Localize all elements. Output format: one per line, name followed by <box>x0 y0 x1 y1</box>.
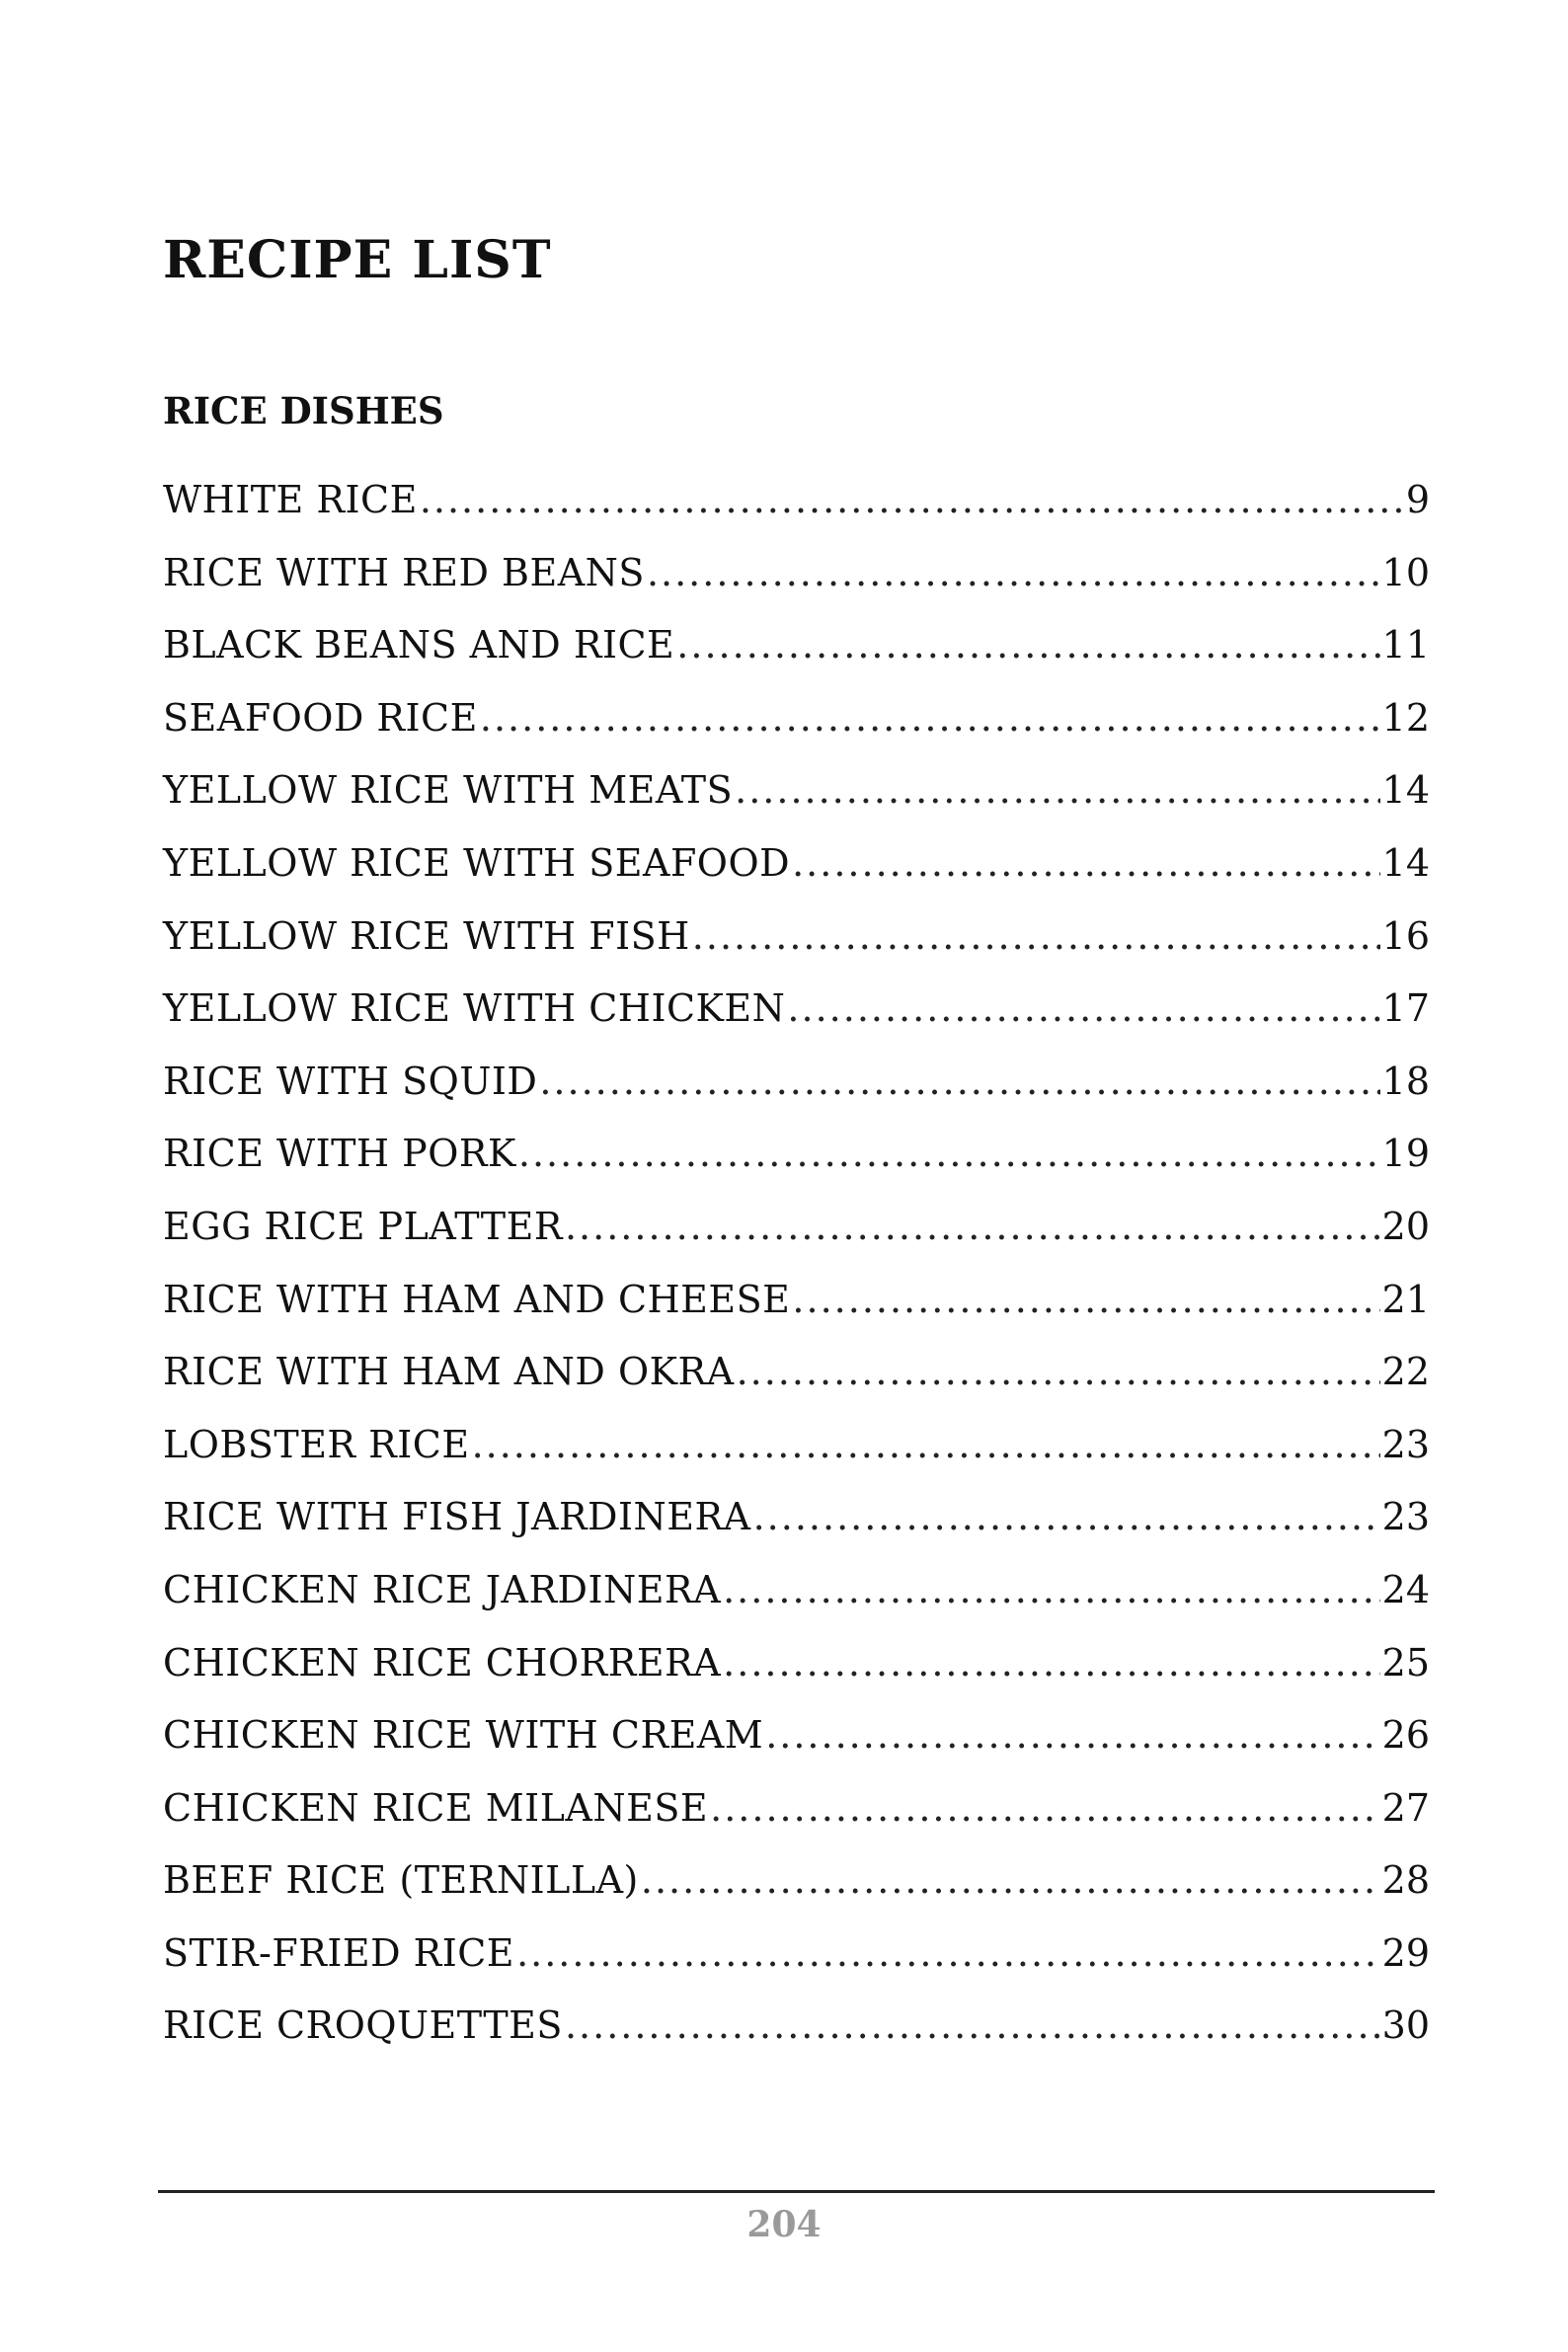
toc-entry[interactable] <box>163 1046 1430 1119</box>
toc-entry-page: 17 <box>1381 986 1430 1031</box>
toc-entry-title: YELLOW RICE WITH MEATS <box>163 768 734 813</box>
toc-entry[interactable] <box>163 754 1430 827</box>
toc-entry[interactable] <box>163 1264 1430 1337</box>
toc-entry[interactable] <box>163 827 1430 901</box>
dot-leader <box>647 537 1380 610</box>
toc-entry-title: EGG RICE PLATTER <box>163 1204 563 1248</box>
toc-entry-page: 23 <box>1381 1495 1430 1539</box>
toc-entry[interactable] <box>163 1844 1430 1918</box>
toc-entry[interactable] <box>163 1409 1430 1482</box>
toc-entry[interactable] <box>163 1772 1430 1845</box>
toc-entry-title: RICE WITH FISH JARDINERA <box>163 1495 751 1539</box>
dot-leader <box>735 754 1380 827</box>
toc-entry-page: 10 <box>1381 550 1430 594</box>
toc-entry-title: YELLOW RICE WITH FISH <box>163 913 690 958</box>
toc-entry[interactable] <box>163 1336 1430 1409</box>
dot-leader <box>676 609 1379 682</box>
toc-entry-page: 25 <box>1381 1640 1430 1685</box>
toc-entry-title: RICE WITH PORK <box>163 1132 516 1176</box>
toc-entry-page: 20 <box>1381 1204 1430 1248</box>
dot-leader <box>723 1627 1379 1700</box>
toc-entry-title: RICE WITH SQUID <box>163 1058 538 1103</box>
dot-leader <box>480 682 1380 755</box>
dot-leader <box>753 1481 1380 1554</box>
dot-leader <box>641 1844 1380 1918</box>
dot-leader <box>792 1264 1379 1337</box>
toc-entry-page: 24 <box>1381 1567 1430 1611</box>
toc-entry-page: 18 <box>1381 1058 1430 1103</box>
toc-entry-page: 14 <box>1381 840 1430 885</box>
toc-entry-title: STIR-FRIED RICE <box>163 1930 515 1975</box>
toc-entry-page: 19 <box>1381 1132 1430 1176</box>
toc-entry-title: RICE WITH HAM AND OKRA <box>163 1350 735 1394</box>
toc-entry-page: 16 <box>1381 913 1430 958</box>
recipe-toc-list <box>163 464 1430 2063</box>
dot-leader <box>787 973 1379 1046</box>
toc-entry-page: 23 <box>1381 1422 1430 1466</box>
toc-entry-title: RICE WITH RED BEANS <box>163 550 645 594</box>
toc-entry-title: CHICKEN RICE MILANESE <box>163 1785 709 1830</box>
toc-entry[interactable] <box>163 1118 1430 1191</box>
dot-leader <box>692 901 1380 974</box>
dot-leader <box>710 1772 1380 1845</box>
dot-leader <box>420 464 1404 537</box>
toc-entry-title: WHITE RICE <box>163 478 418 521</box>
dot-leader <box>565 1191 1380 1264</box>
toc-entry-page: 21 <box>1381 1277 1430 1321</box>
toc-entry[interactable] <box>163 973 1430 1046</box>
toc-entry[interactable] <box>163 1481 1430 1554</box>
toc-entry-title: RICE WITH HAM AND CHEESE <box>163 1277 791 1321</box>
toc-entry[interactable] <box>163 682 1430 755</box>
toc-entry-page: 11 <box>1381 623 1430 667</box>
dot-leader <box>516 1918 1380 1991</box>
toc-entry[interactable] <box>163 537 1430 610</box>
toc-entry-page: 26 <box>1381 1713 1430 1758</box>
toc-entry[interactable] <box>163 1191 1430 1264</box>
dot-leader <box>472 1409 1380 1482</box>
page-number: 204 <box>746 2204 822 2245</box>
toc-entry-title: LOBSTER RICE <box>163 1422 470 1466</box>
toc-entry-title: YELLOW RICE WITH SEAFOOD <box>163 840 791 885</box>
footer-divider <box>158 2190 1435 2193</box>
dot-leader <box>792 827 1380 901</box>
toc-entry-title: BEEF RICE (TERNILLA) <box>163 1858 639 1903</box>
dot-leader <box>765 1699 1379 1772</box>
toc-entry-title: YELLOW RICE WITH CHICKEN <box>163 986 786 1031</box>
toc-entry-page: 9 <box>1405 478 1430 521</box>
dot-leader <box>565 1990 1380 2063</box>
dot-leader <box>518 1118 1380 1191</box>
toc-entry[interactable] <box>163 901 1430 974</box>
dot-leader <box>723 1554 1380 1627</box>
toc-entry-title: BLACK BEANS AND RICE <box>163 623 675 667</box>
toc-entry[interactable] <box>163 609 1430 682</box>
toc-entry-page: 27 <box>1381 1785 1430 1830</box>
toc-entry-page: 30 <box>1381 2003 1430 2048</box>
toc-entry-page: 28 <box>1381 1858 1430 1903</box>
toc-entry-title: CHICKEN RICE CHORRERA <box>163 1640 722 1685</box>
dot-leader <box>539 1046 1379 1119</box>
toc-entry[interactable] <box>163 1990 1430 2063</box>
toc-entry[interactable] <box>163 464 1430 537</box>
section-title: RICE DISHES <box>163 389 444 432</box>
toc-entry[interactable] <box>163 1554 1430 1627</box>
toc-entry-page: 29 <box>1381 1930 1430 1975</box>
toc-entry-title: CHICKEN RICE WITH CREAM <box>163 1713 764 1758</box>
toc-entry-title: RICE CROQUETTES <box>163 2003 563 2048</box>
toc-entry-page: 14 <box>1381 768 1430 813</box>
toc-entry[interactable] <box>163 1918 1430 1991</box>
toc-entry[interactable] <box>163 1699 1430 1772</box>
toc-entry[interactable] <box>163 1627 1430 1700</box>
dot-leader <box>737 1336 1380 1409</box>
page-title: RECIPE LIST <box>163 230 552 290</box>
toc-entry-title: CHICKEN RICE JARDINERA <box>163 1567 722 1611</box>
toc-entry-title: SEAFOOD RICE <box>163 695 478 740</box>
toc-entry-page: 22 <box>1381 1350 1430 1394</box>
toc-entry-page: 12 <box>1381 695 1430 740</box>
